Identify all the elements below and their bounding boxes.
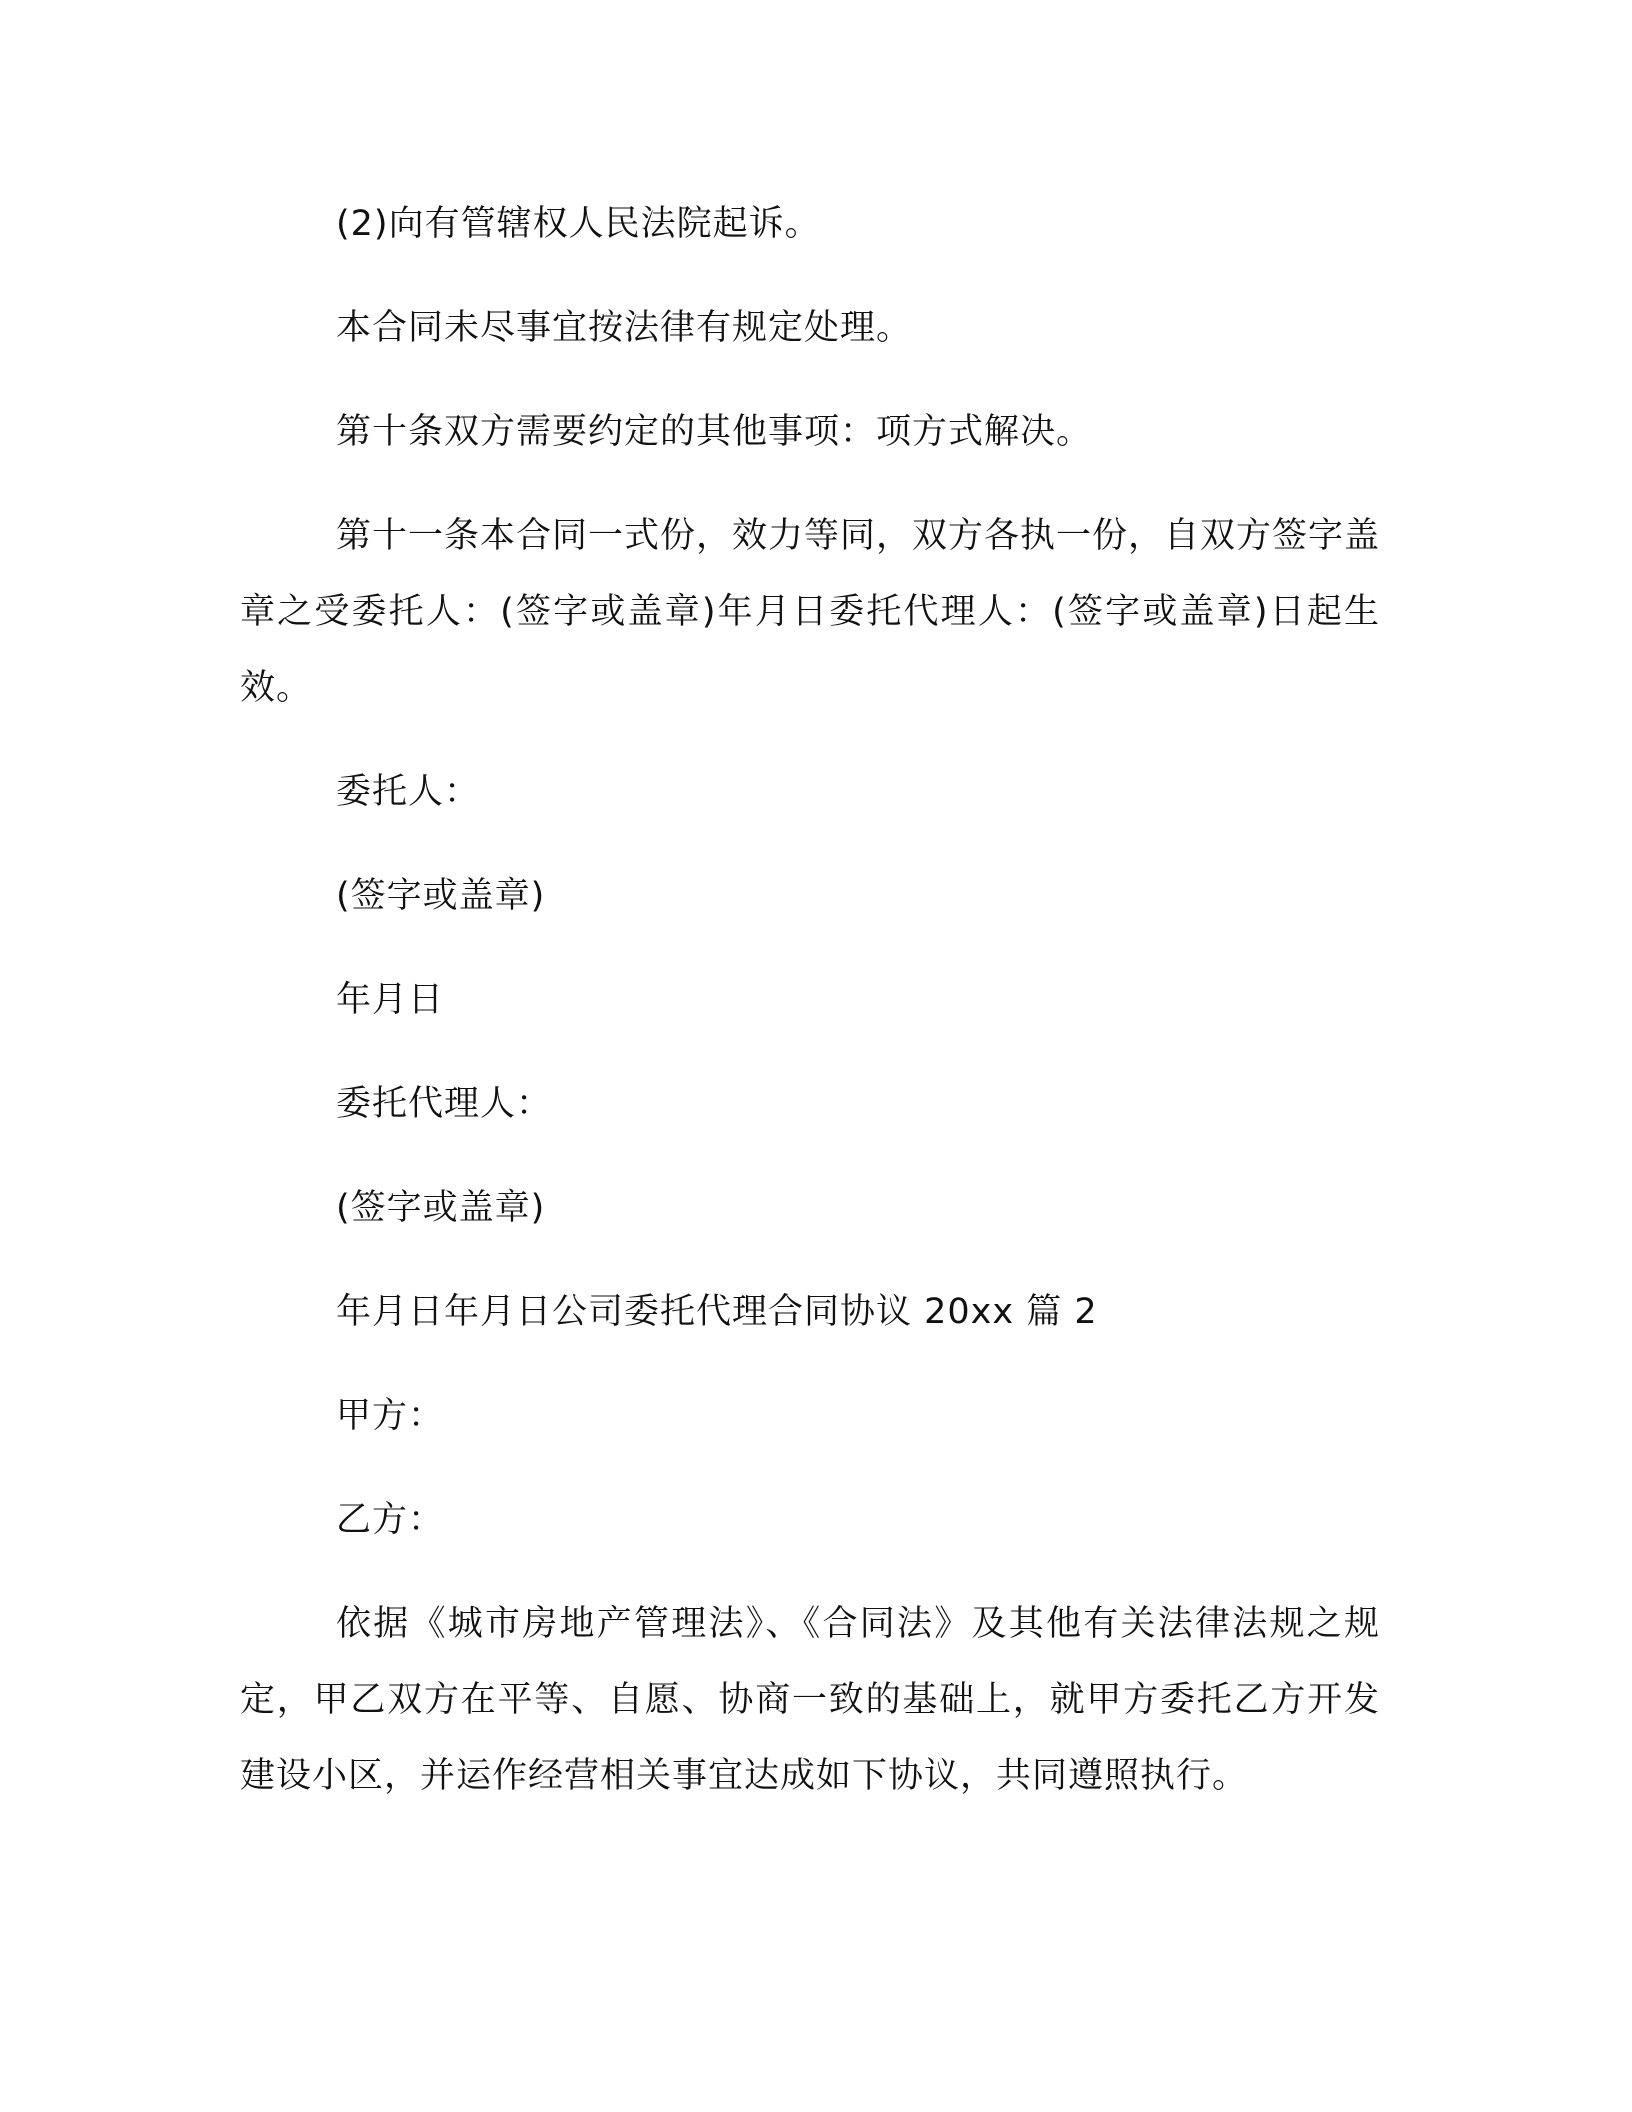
document-body	[240, 186, 1380, 1814]
label-party-a: 甲方：	[336, 1396, 445, 1436]
paragraph-unresolved-matters: 本合同未尽事宜按法律有规定处理。	[336, 308, 913, 348]
label-party-b: 乙方：	[336, 1500, 445, 1540]
paragraph-article-10: 第十条双方需要约定的其他事项：项方式解决。	[336, 412, 1093, 452]
date-line-principal: 年月日	[336, 980, 445, 1020]
paragraph-article-11: 第十一条本合同一式份，效力等同，双方各执一份，自双方签字盖章之受委托人：(签字或盖章)年月日委托代理人：(签字或盖章)日起生效。	[240, 516, 1381, 708]
label-principal: 委托人：	[336, 772, 481, 812]
paragraph-preamble: 依据《城市房地产管理法》、《合同法》及其他有关法律法规之规定，甲乙双方在平等、自愿、协商一致的基础上，就甲方委托乙方开发建设小区，并运作经营相关事宜达成如下协议，共同遵照执行。	[240, 1604, 1380, 1796]
paragraph-lawsuit-clause: (2)向有管辖权人民法院起诉。	[336, 204, 821, 244]
signature-line-agent: (签字或盖章)	[336, 1188, 546, 1228]
signature-line-principal: (签字或盖章)	[336, 876, 546, 916]
label-agent: 委托代理人：	[336, 1084, 553, 1124]
section-title-agreement-2: 年月日年月日公司委托代理合同协议 20xx 篇 2	[336, 1292, 1098, 1332]
